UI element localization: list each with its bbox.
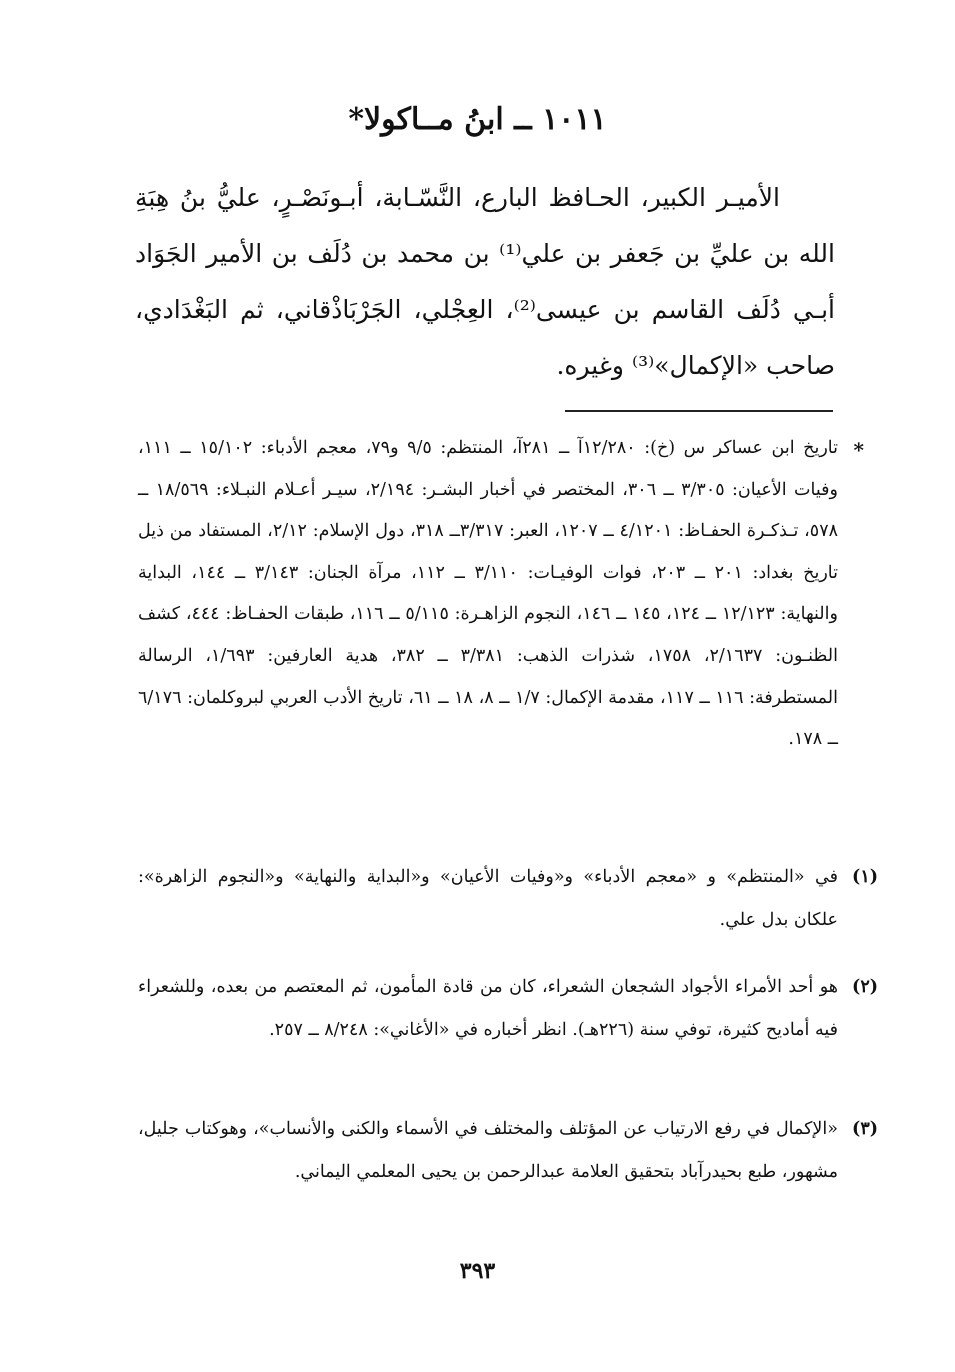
footnote-1 — [138, 856, 878, 942]
page-number: ٣٩٣ — [459, 1258, 496, 1284]
footnote-2 — [138, 966, 878, 1052]
entry-title: ١٠١١ ــ ابنُ مــاكولا* — [348, 102, 607, 137]
footnote-text: «الإكمال في رفع الارتياب عن المؤتلف والمختلف في الأسماء والكنى والأنساب»، وهوكتاب جليل، مشهور، طبع بحيدرآباد بتحقيق العلامة عبدالرحمن بن يحيى المعلمي اليماني. — [138, 1119, 838, 1182]
footnote-text: في «المنتظم» و «معجم الأدباء» و«وفيات الأعيان» و«البداية والنهاية» و«النجوم الزاهرة»: علكان بدل علي. — [138, 867, 838, 930]
footnote-number: (٢) — [852, 977, 878, 997]
footnote-3 — [138, 1108, 878, 1194]
footnote-text: هو أحد الأمراء الأجواد الشجعان الشعراء، كان من قادة المأمون، ثم المعتصم من بعده، وللشعراء فيه أماديح كثيرة، توفي سنة (٢٢٦هـ). انظر أخباره في «الأغاني»: ٨/٢٤٨ ــ ٢٥٧. — [138, 977, 838, 1040]
footnote-number: (٣) — [852, 1119, 878, 1139]
footnote-number: (١) — [852, 867, 878, 887]
footnote-divider — [565, 410, 833, 412]
sources-text: تاريخ ابن عساكر س (خ): ١٢/٢٨٠آ ــ ٢٨١آ، المنتظم: ٩/٥ و٧٩، معجم الأدباء: ١٥/١٠٢ ــ ١١١، وفيات الأعيان: ٣/٣٠٥ ــ ٣٠٦، المختصر في أخبار البشـر: ٢/١٩٤، سيـر أعـلام النبـلاء: ١٨/٥٦٩ ــ ٥٧٨، تـذكـرة الحفـاظ: ٤/١٢٠١ ــ ١٢٠٧، العبر: ٣/٣١٧ــ ٣١٨، دول الإسلام: ٢/١٢، المستفاد من ذيل تاريخ بغداد: ٢٠١ ــ ٢٠٣، فوات الوفيـات: ٣/١١٠ ــ ١١٢، مرآة الجنان: ٣/١٤٣ ــ ١٤٤، البداية والنهاية: ١٢/١٢٣ ــ ١٢٤، ١٤٥ ــ ١٤٦، النجوم الزاهـرة: ٥/١١٥ ــ ١١٦، طبقات الحفـاظ: ٤٤٤، كشف الظنـون: ٢/١٦٣٧، ١٧٥٨، شذرات الذهب: ٣/٣٨١ ــ ٣٨٢، هدية العارفين: ١/٦٩٣، الرسالة المستطرفة: ١١٦ ــ ١١٧، مقدمة الإكمال: ١/٧ ــ ٨، ١٨ ــ ٦١، تاريخ الأدب العربي لبروكلمان: ٦/١٧٦ ــ ١٧٨. — [138, 438, 838, 750]
sources-footnote — [138, 428, 864, 761]
sources-marker: * — [853, 438, 864, 462]
entry-body-text: الأميـر الكبير، الحـافظ البارع، النَّسّـابة، أبـونَصْـرٍ، عليُّ بنُ هِبَةِ الله بن عليِّ بن جَعفر بن علي⁽¹⁾ بن محمد بن دُلَف بن الأمير الجَوَاد أبـي دُلَف القاسم بن عيسى⁽²⁾، العِجْلي، الجَرْبَاذْقاني، ثم البَغْدَادي، صاحب «الإكمال»⁽³⁾ وغيره. — [135, 183, 835, 380]
